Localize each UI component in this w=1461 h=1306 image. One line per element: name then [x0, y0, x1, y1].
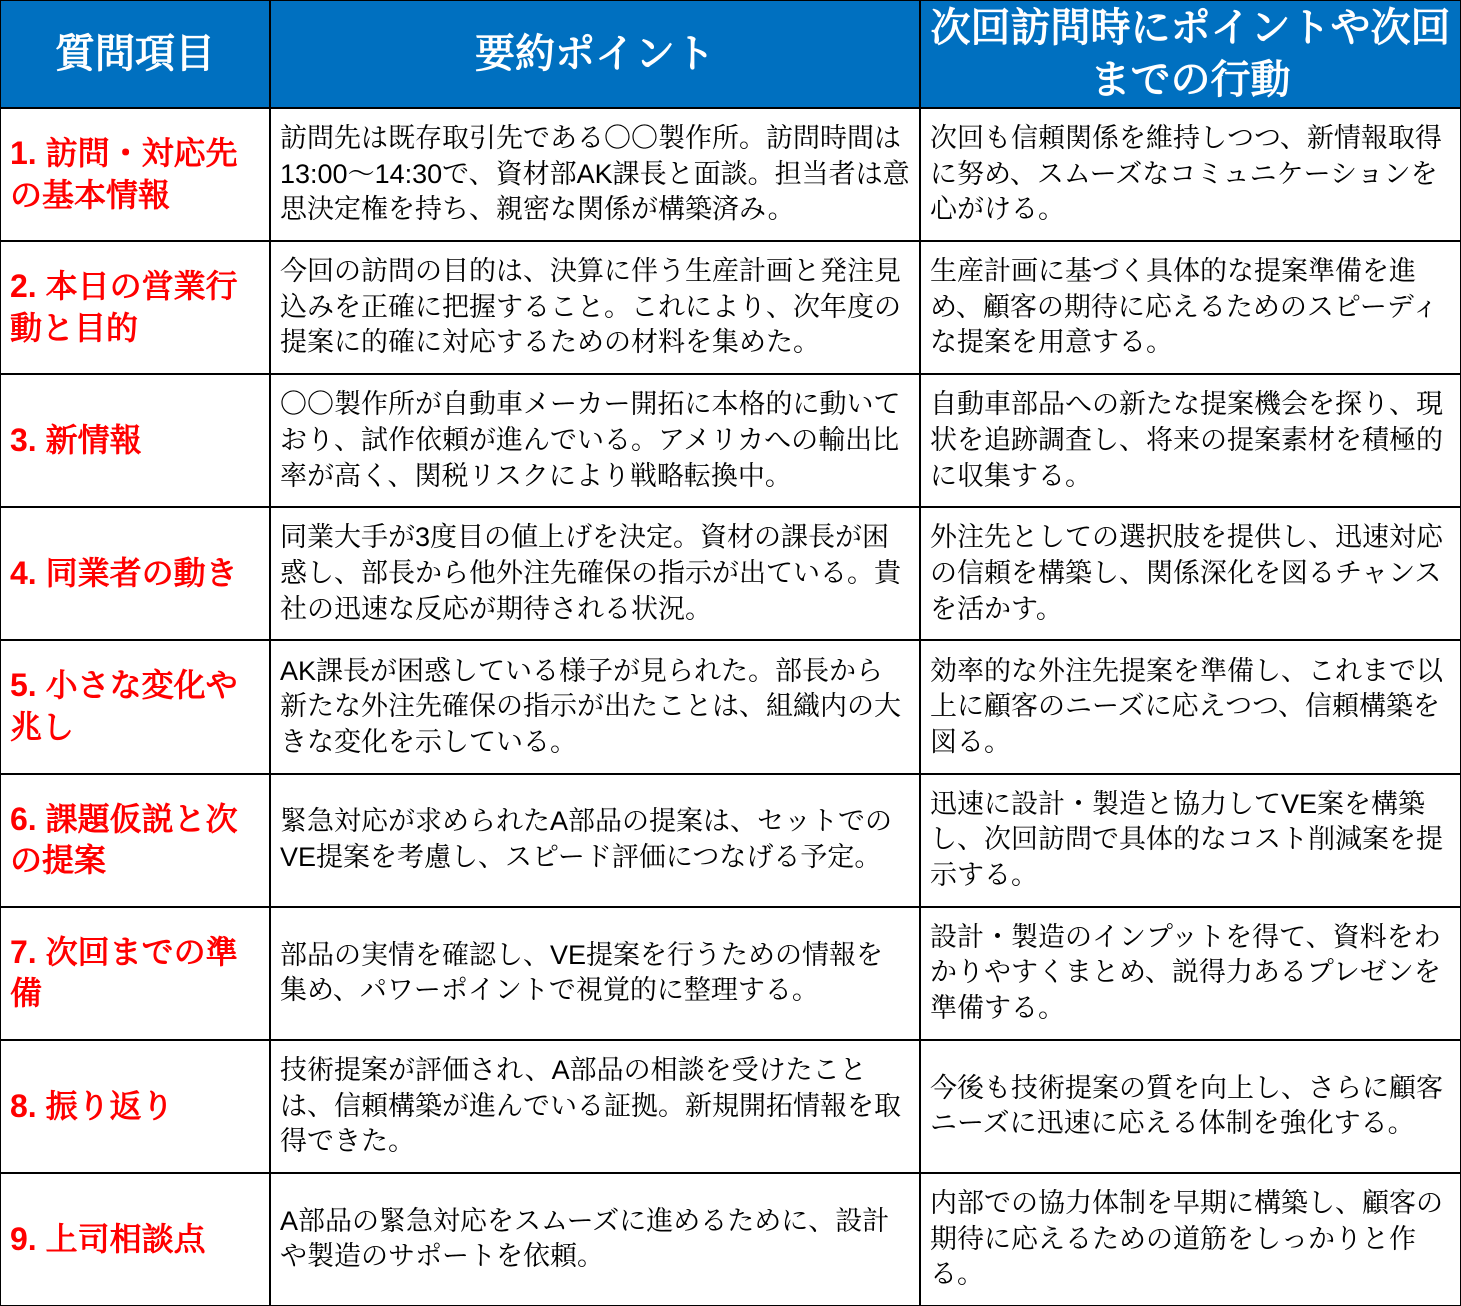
summary-cell: AK課長が困惑している様子が見られた。部長から新たな外注先確保の指示が出たことは、組織内の大きな変化を示している。 — [270, 640, 920, 773]
action-cell: 外注先としての選択肢を提供し、迅速対応の信頼を構築し、関係深化を図るチャンスを活かす。 — [920, 507, 1461, 640]
summary-cell: 今回の訪問の目的は、決算に伴う生産計画と発注見込みを正確に把握すること。これにより、次年度の提案に的確に対応するための材料を集めた。 — [270, 241, 920, 374]
action-cell: 今後も技術提案の質を向上し、さらに顧客ニーズに迅速に応える体制を強化する。 — [920, 1040, 1461, 1173]
question-item-cell: 1. 訪問・対応先の基本情報 — [0, 108, 270, 241]
question-item-cell: 3. 新情報 — [0, 374, 270, 507]
question-item-cell: 4. 同業者の動き — [0, 507, 270, 640]
summary-cell: 同業大手が3度目の値上げを決定。資材の課長が困惑し、部長から他外注先確保の指示が出ている。貴社の迅速な反応が期待される状況。 — [270, 507, 920, 640]
question-item-cell: 2. 本日の営業行動と目的 — [0, 241, 270, 374]
summary-cell: 〇〇製作所が自動車メーカー開拓に本格的に動いており、試作依頼が進んでいる。アメリカへの輸出比率が高く、関税リスクにより戦略転換中。 — [270, 374, 920, 507]
question-item-cell: 5. 小さな変化や兆し — [0, 640, 270, 773]
question-item-cell: 9. 上司相談点 — [0, 1173, 270, 1306]
action-cell: 迅速に設計・製造と協力してVE案を構築し、次回訪問で具体的なコスト削減案を提示する。 — [920, 774, 1461, 907]
summary-cell: A部品の緊急対応をスムーズに進めるために、設計や製造のサポートを依頼。 — [270, 1173, 920, 1306]
action-cell: 自動車部品への新たな提案機会を探り、現状を追跡調査し、将来の提案素材を積極的に収集する。 — [920, 374, 1461, 507]
summary-cell: 緊急対応が求められたA部品の提案は、セットでのVE提案を考慮し、スピード評価につなげる予定。 — [270, 774, 920, 907]
summary-cell: 訪問先は既存取引先である〇〇製作所。訪問時間は13:00～14:30で、資材部AK課長と面談。担当者は意思決定権を持ち、親密な関係が構築済み。 — [270, 108, 920, 241]
summary-cell: 部品の実情を確認し、VE提案を行うための情報を集め、パワーポイントで視覚的に整理する。 — [270, 907, 920, 1040]
question-item-cell: 7. 次回までの準備 — [0, 907, 270, 1040]
question-item-cell: 6. 課題仮説と次の提案 — [0, 774, 270, 907]
header-summary-points: 要約ポイント — [270, 0, 920, 108]
summary-cell: 技術提案が評価され、A部品の相談を受けたことは、信頼構築が進んでいる証拠。新規開拓情報を取得できた。 — [270, 1040, 920, 1173]
action-cell: 内部での協力体制を早期に構築し、顧客の期待に応えるための道筋をしっかりと作る。 — [920, 1173, 1461, 1306]
header-question-item: 質問項目 — [0, 0, 270, 108]
question-item-cell: 8. 振り返り — [0, 1040, 270, 1173]
action-cell: 生産計画に基づく具体的な提案準備を進め、顧客の期待に応えるためのスピーディな提案を用意する。 — [920, 241, 1461, 374]
action-cell: 設計・製造のインプットを得て、資料をわかりやすくまとめ、説得力あるプレゼンを準備する。 — [920, 907, 1461, 1040]
action-cell: 次回も信頼関係を維持しつつ、新情報取得に努め、スムーズなコミュニケーションを心がける。 — [920, 108, 1461, 241]
action-cell: 効率的な外注先提案を準備し、これまで以上に顧客のニーズに応えつつ、信頼構築を図る。 — [920, 640, 1461, 773]
header-next-visit-actions: 次回訪問時にポイントや次回までの行動 — [920, 0, 1461, 108]
